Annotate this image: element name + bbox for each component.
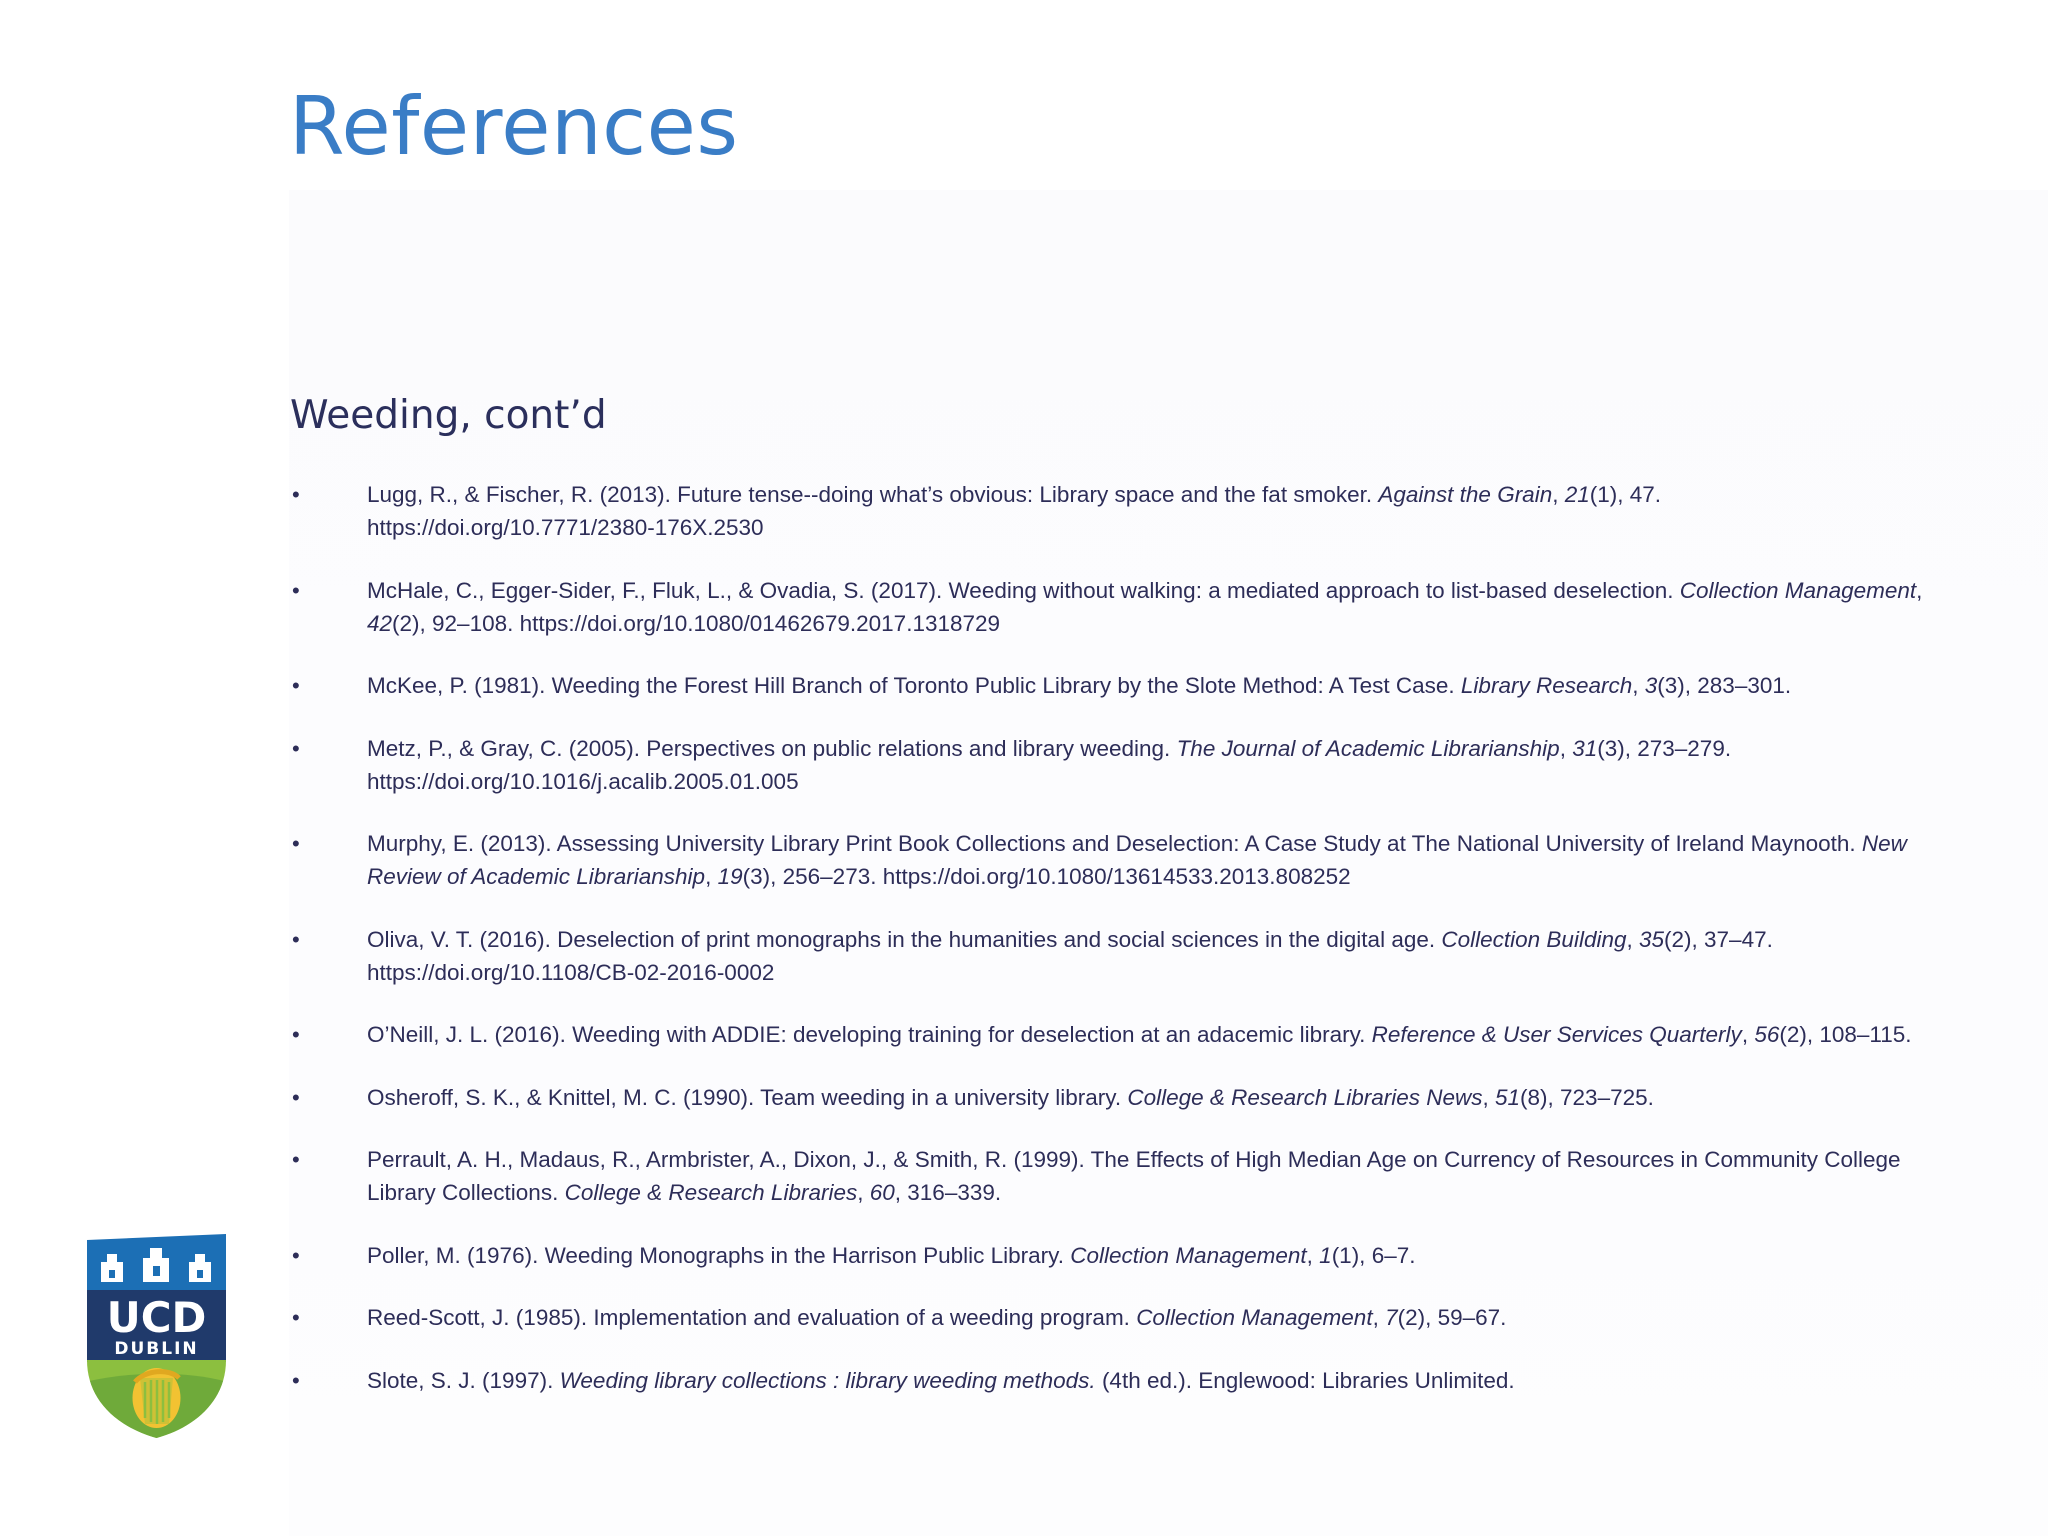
reference-details: (2), 92–108. https://doi.org/10.1080/01462679.2017.1318729 [392,610,1001,636]
reference-separator: , [1916,577,1923,603]
reference-text: McHale, C., Egger-Sider, F., Fluk, L., & Ovadia, S. (2017). Weeding without walking: a mediated approach to list-based deselection. [367,577,1680,603]
journal-title: Library Research [1460,673,1633,698]
reference-text: Metz, P., & Gray, C. (2005). Perspectives on public relations and library weeding. [367,735,1177,761]
reference-item [289,1081,1949,1114]
reference-text: Poller, M. (1976). Weeding Monographs in the Harrison Public Library. [367,1242,1071,1268]
reference-details: (3), 273–279. https://doi.org/10.1016/j.acalib.2005.01.005 [367,735,1732,794]
journal-title: Collection Management [1136,1305,1373,1330]
reference-item [289,923,1949,989]
bullet-icon: • [292,735,300,761]
reference-separator: , [1626,926,1639,952]
reference-separator: , [1632,673,1645,698]
bullet-icon: • [292,1305,300,1330]
journal-title: New Review of Academic Librarianship [367,831,1907,889]
reference-details: (2), 59–67. [1397,1305,1507,1330]
page-title: References [289,80,739,173]
journal-title: Collection Management [1070,1242,1307,1268]
reference-item [289,669,1949,702]
reference-text: Lugg, R., & Fischer, R. (2013). Future tense--doing what’s obvious: Library space and the fat smoker. [367,482,1379,507]
bullet-icon: • [292,1022,300,1047]
reference-details: (2), 108–115. [1779,1022,1912,1047]
journal-volume: 21 [1564,482,1590,507]
journal-title: College & Research Libraries News [1127,1084,1483,1110]
bullet-icon: • [292,673,300,698]
bullet-icon: • [292,1367,300,1393]
section-subtitle: Weeding, cont’d [290,393,607,438]
reference-details: (1), 47. https://doi.org/10.7771/2380-176X.2530 [367,482,1662,540]
bullet-icon: • [292,1242,300,1268]
journal-volume: 3 [1644,673,1658,698]
bullet-icon: • [292,1084,300,1110]
harp-icon [133,1368,181,1428]
reference-text: McKee, P. (1981). Weeding the Forest Hill Branch of Toronto Public Library by the Slote Method: A Test Case. [367,673,1461,698]
journal-volume: 60 [869,1180,895,1205]
journal-volume: 1 [1319,1242,1332,1268]
bullet-icon: • [292,482,300,507]
reference-item [289,1018,1949,1051]
reference-details: (2), 37–47. https://doi.org/10.1108/CB-02-2016-0002 [367,926,1773,985]
journal-title: The Journal of Academic Librarianship [1176,735,1560,761]
bullet-icon: • [292,577,300,603]
journal-volume: 42 [367,610,393,636]
bullet-icon: • [292,831,300,856]
bullet-icon: • [292,926,300,952]
reference-details: (3), 283–301. [1657,673,1792,698]
reference-text: Oliva, V. T. (2016). Deselection of print monographs in the humanities and social sciences in the digital age. [367,926,1442,952]
reference-separator: , [1372,1305,1386,1330]
reference-item [289,1239,1949,1272]
reference-item [289,1301,1949,1334]
reference-item [289,1143,1949,1209]
reference-item [289,732,1949,798]
reference-list [289,478,1949,1426]
journal-volume: 56 [1754,1022,1780,1047]
reference-details: , 316–339. [894,1180,1002,1205]
journal-title: Collection Building [1441,926,1627,952]
journal-title: Collection Management [1679,577,1917,603]
journal-title: Against the Grain [1378,482,1553,507]
reference-separator: , [1559,735,1573,761]
reference-text: Murphy, E. (2013). Assessing University Library Print Book Collections and Deselection: A Case Study at The National University of Ireland Maynooth. [367,831,1862,856]
reference-separator: , [1482,1084,1495,1110]
reference-separator: , [1306,1242,1320,1268]
journal-title: College & Research Libraries [564,1180,858,1205]
reference-details: (1), 6–7. [1331,1242,1416,1268]
reference-text: Reed-Scott, J. (1985). Implementation and evaluation of a weeding program. [367,1305,1137,1330]
reference-text: Slote, S. J. (1997). [367,1367,560,1393]
bullet-icon: • [292,1147,300,1172]
logo-text-dublin: DUBLIN [114,1339,199,1359]
journal-volume: 19 [717,864,743,889]
journal-volume: 51 [1495,1084,1521,1110]
reference-details: (4th ed.). Englewood: Libraries Unlimited. [1095,1367,1515,1393]
reference-item [289,478,1949,544]
reference-details: (8), 723–725. [1520,1084,1654,1110]
journal-title: Weeding library collections : library weeding methods. [559,1367,1096,1393]
reference-item [289,574,1949,640]
journal-volume: 7 [1385,1305,1398,1330]
reference-details: (3), 256–273. https://doi.org/10.1080/13614533.2013.808252 [742,864,1351,889]
reference-text: Osheroff, S. K., & Knittel, M. C. (1990). Team weeding in a university library. [367,1084,1128,1110]
reference-text: O’Neill, J. L. (2016). Weeding with ADDIE: developing training for deselection at an adacemic library. [367,1022,1372,1047]
reference-separator: , [1552,482,1565,507]
reference-separator: , [857,1180,870,1205]
journal-volume: 31 [1572,735,1598,761]
reference-separator: , [705,864,718,889]
reference-item [289,827,1949,893]
logo-text-ucd: UCD [106,1293,207,1342]
journal-title: Reference & User Services Quarterly [1371,1022,1742,1047]
ucd-logo [85,1232,228,1440]
reference-item [289,1364,1949,1397]
journal-volume: 35 [1639,926,1665,952]
reference-separator: , [1741,1022,1755,1047]
reference-text: Perrault, A. H., Madaus, R., Armbrister, A., Dixon, J., & Smith, R. (1999). The Effects of High Median Age on Currency of Resources in Community College Library Collections. [367,1147,1901,1205]
